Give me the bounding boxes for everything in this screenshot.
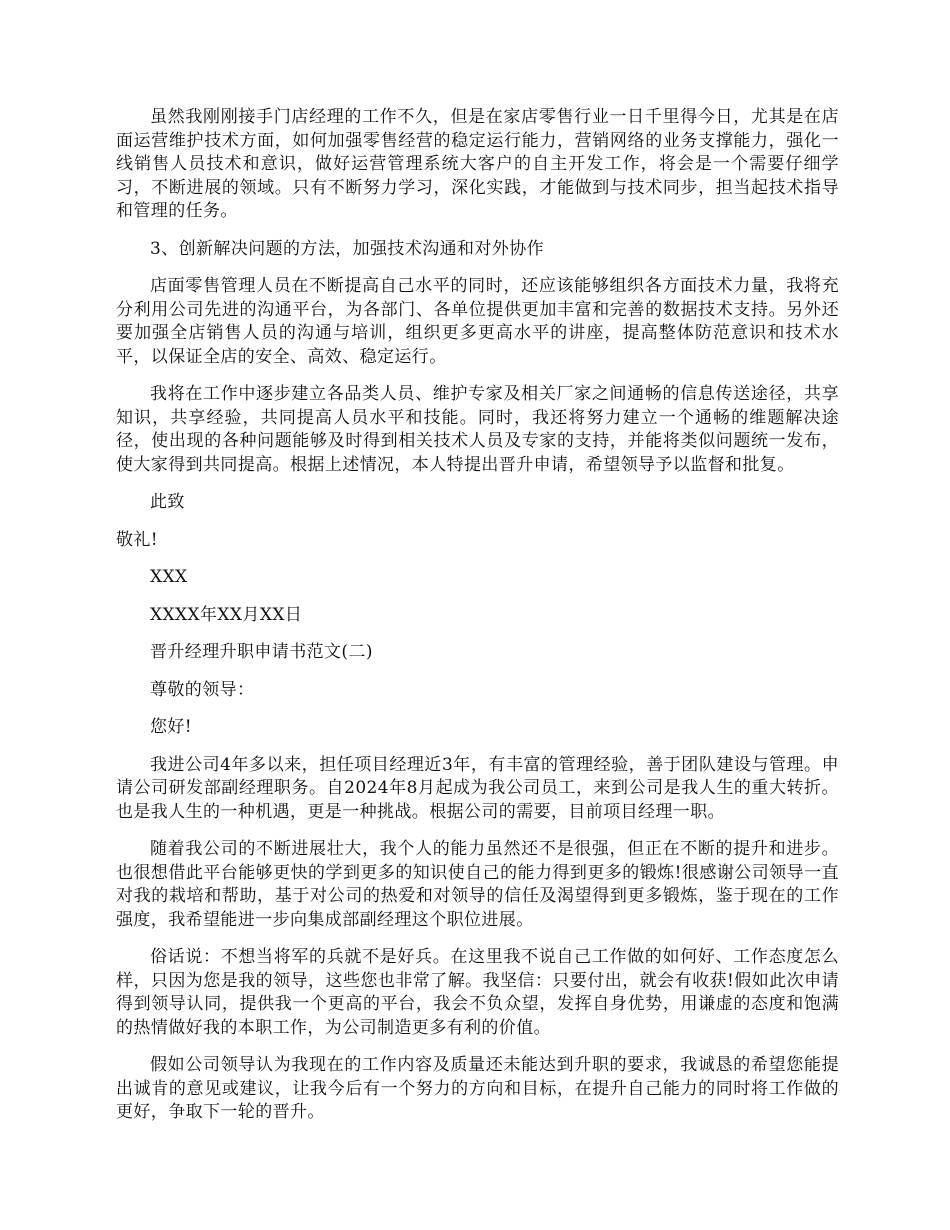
greeting-recipient: 尊敬的领导： bbox=[150, 679, 255, 700]
paragraph-intro: 虽然我刚刚接手门店经理的工作不久，但是在家店零售行业一日千里得今日，尤其是在店面运营维护技术方面，如何加强零售经营的稳定运行能力，营销网络的业务支撑能力，强化一线销售人员技术和意识，做好运营管理系统大客户的自主开发工作，将会是一个需要仔细学习，不断进展的领域。只有不断努力学习，深化实践，才能做到与技术同步，担当起技术指导和管理的任务。 bbox=[116, 107, 839, 221]
paragraph-growth: 随着我公司的不断进展壮大，我个人的能力虽然还不是很强，但正在不断的提升和进步。也很想借此平台能够更快的学到更多的知识使自己的能力得到更多的锻炼!很感谢公司领导一直对我的栽培和帮助，基于对公司的热爱和对领导的信任及渴望得到更多锻炼，鉴于现在的工作强度，我希望能进一步向集成部副经理这个职位进展。 bbox=[116, 839, 839, 930]
paragraph-proverb: 俗话说：不想当将军的兵就不是好兵。在这里我不说自己工作做的如何好、工作态度怎么样，只因为您是我的领导，这些您也非常了解。我坚信：只要付出，就会有收获!假如此次申请得到领导认同，提供我一个更高的平台，我会不负众望，发挥自身优势，用谦虚的态度和饱满的热情做好我的本职工作，为公司制造更多有利的价值。 bbox=[116, 947, 839, 1038]
signature-date: XXXX年XX月XX日 bbox=[150, 604, 303, 625]
signature-name: XXX bbox=[150, 567, 188, 587]
closing-regards: 敬礼! bbox=[116, 529, 159, 550]
paragraph-experience: 我进公司4年多以来，担任项目经理近3年，有丰富的管理经验，善于团队建设与管理。申请公司研发部副经理职务。自2024年8月起成为我公司员工，来到公司是我人生的重大转折。也是我人生的一种机遇，更是一种挑战。根据公司的需要，目前项目经理一职。 bbox=[116, 754, 839, 822]
paragraph-conclusion: 假如公司领导认为我现在的工作内容及质量还未能达到升职的要求，我诚恳的希望您能提出诚肯的意见或建议，让我今后有一个努力的方向和目标，在提升自己能力的同时将工作做的更好，争取下一轮的晋升。 bbox=[116, 1055, 839, 1122]
closing-salutation: 此致 bbox=[150, 492, 185, 512]
paragraph-info-channel: 我将在工作中逐步建立各品类人员、维护专家及相关厂家之间通畅的信息传送途径，共享知识，共享经验，共同提高人员水平和技能。同时，我还将努力建立一个通畅的维题解决途径，使出现的各种问题能够及时得到相关技术人员及专家的支持，并能将类似问题统一发布，使大家得到共同提高。根据上述情况，本人特提出晋升申请，希望领导予以监督和批复。 bbox=[116, 384, 839, 475]
document-subtitle: 晋升经理升职申请书范文(二) bbox=[150, 642, 373, 662]
greeting-hello: 您好! bbox=[150, 717, 193, 737]
document-body bbox=[116, 106, 839, 1139]
paragraph-communication: 店面零售管理人员在不断提高自己水平的同时，还应该能够组织各方面技术力量，我将充分利用公司先进的沟通平台，为各部门、各单位提供更加丰富和完善的数据技术支持。另外还要加强全店销售人员的沟通与培训，组织更多更高水平的讲座，提高整体防范意识和技术水平，以保证全店的安全、高效、稳定运行。 bbox=[116, 276, 839, 367]
section-heading-3: 3、创新解决问题的方法，加强技术沟通和对外协作 bbox=[150, 238, 545, 259]
